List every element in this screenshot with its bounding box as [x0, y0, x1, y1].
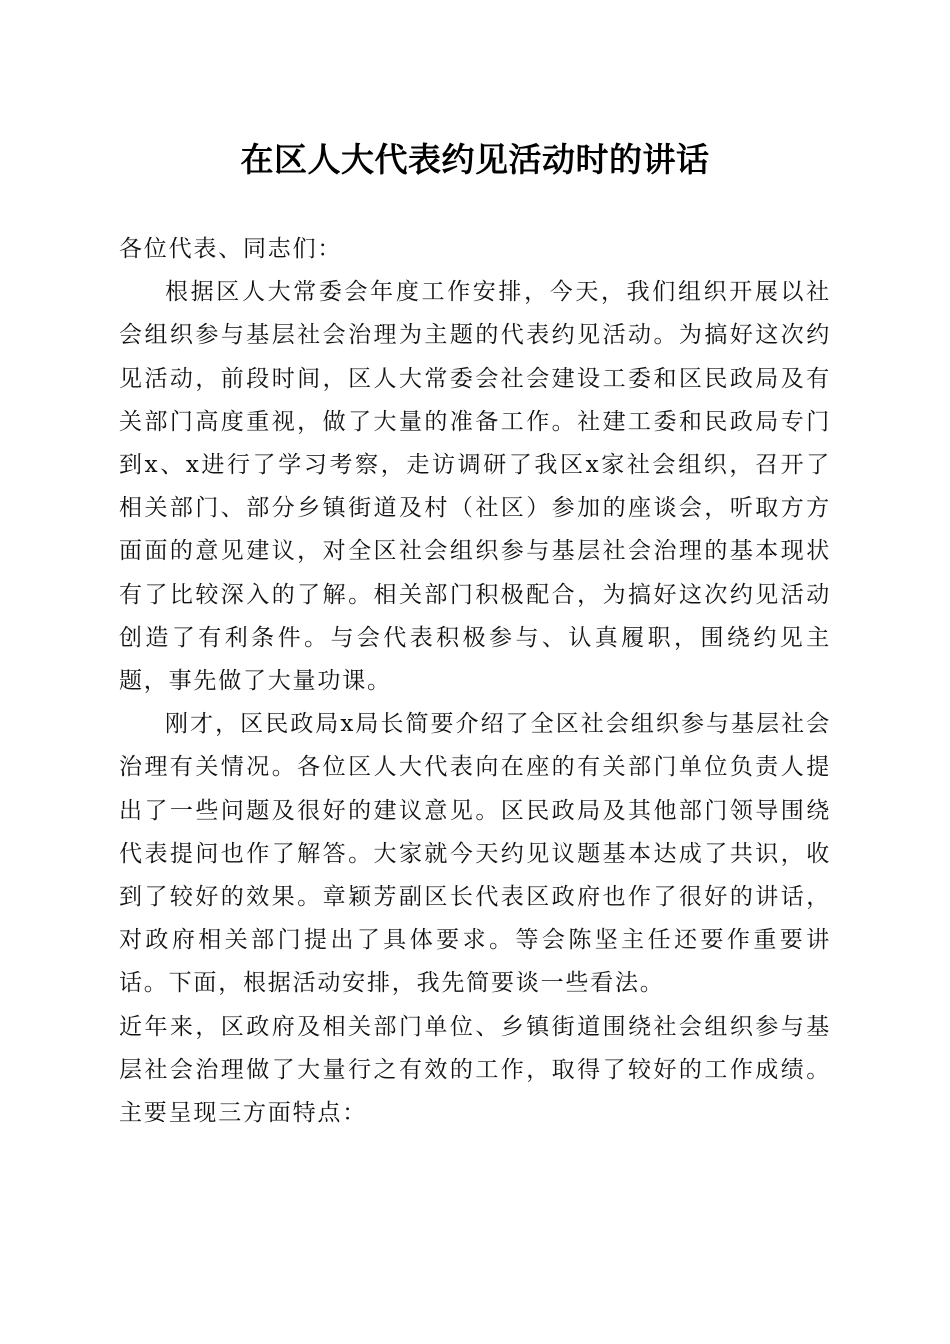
- paragraph-3: 近年来，区政府及相关部门单位、乡镇街道围绕社会组织参与基层社会治理做了大量行之有效的工作，取得了较好的工作成绩。主要呈现三方面特点：: [119, 1013, 831, 1127]
- paragraph-2: 刚才，区民政局x局长简要介绍了全区社会组织参与基层社会治理有关情况。各位区人大代表向在座的有关部门单位负责人提出了一些问题及很好的建议意见。区民政局及其他部门领导围绕代表提问也作了解答。大家就今天约见议题基本达成了共识，收到了较好的效果。章颖芳副区长代表区政府也作了很好的讲话，对政府相关部门提出了具体要求。等会陈坚主任还要作重要讲话。下面，根据活动安排，我先简要谈一些看法。: [119, 711, 831, 997]
- document-body: [119, 228, 831, 1135]
- document-title: 在区人大代表约见活动时的讲话: [240, 140, 710, 179]
- paragraph-1: 根据区人大常委会年度工作安排，今天，我们组织开展以社会组织参与基层社会治理为主题的代表约见活动。为搞好这次约见活动，前段时间，区人大常委会社会建设工委和区民政局及有关部门高度重视，做了大量的准备工作。社建工委和民政局专门到x、x进行了学习考察，走访调研了我区x家社会组织，召开了相关部门、部分乡镇街道及村（社区）参加的座谈会，听取方方面面的意见建议，对全区社会组织参与基层社会治理的基本现状有了比较深入的了解。相关部门积极配合，为搞好这次约见活动创造了有利条件。与会代表积极参与、认真履职，围绕约见主题，事先做了大量功课。: [119, 279, 831, 695]
- salutation: 各位代表、同志们：: [119, 236, 343, 262]
